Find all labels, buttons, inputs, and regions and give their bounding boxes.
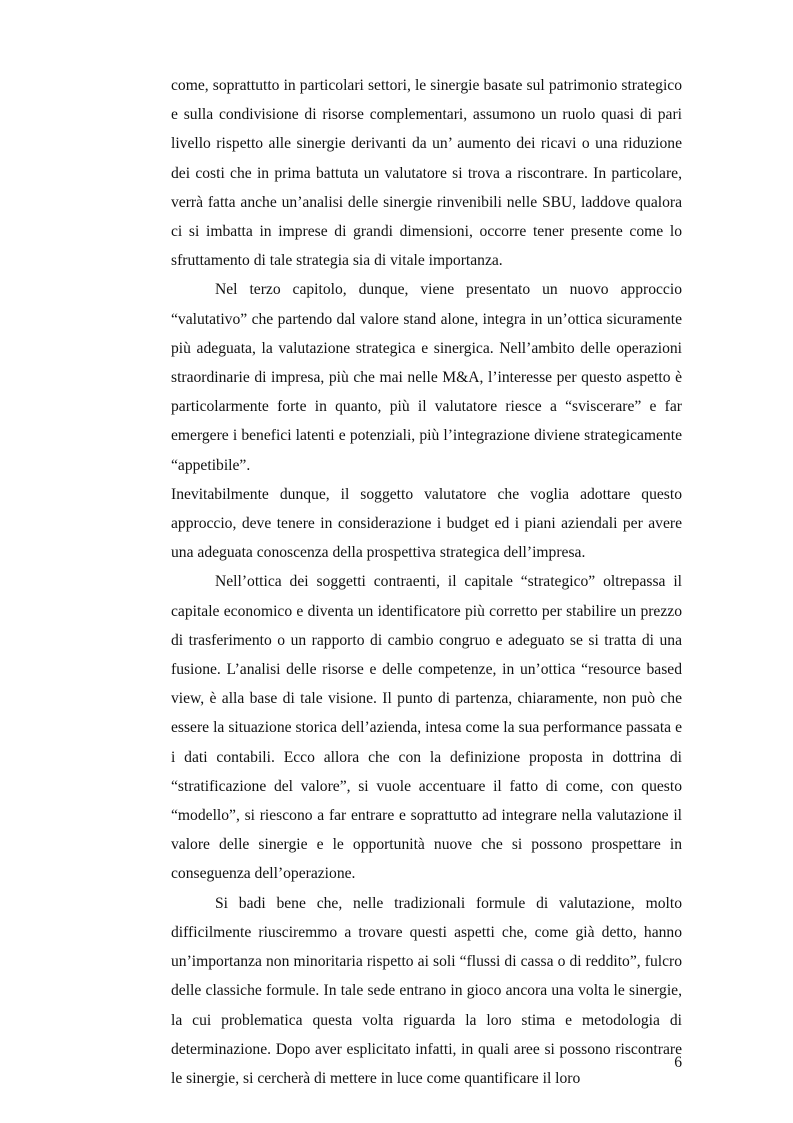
paragraph: Si badi bene che, nelle tradizionali formule di valutazione, molto difficilmente riusciremmo a trovare questi aspetti che, come già detto, hanno un’importanza non minoritaria rispetto ai soli “flussi di cassa o di reddito”, fulcro delle classiche formule. In tale sede entrano in gioco ancora una volta le sinergie, la cui problematica questa volta riguarda la loro stima e metodologia di determinazione. Dopo aver esplicitato infatti, in quali aree si possono riscontrare le sinergie, si cercherà di mettere in luce come quantificare il loro <box>171 894 682 1087</box>
page-number: 6 <box>674 1054 682 1071</box>
body-text <box>171 71 682 1093</box>
paragraph: Nel terzo capitolo, dunque, viene presentato un nuovo approccio “valutativo” che partendo dal valore stand alone, integra in un’ottica sicuramente più adeguata, la valutazione strategica e sinergica. Nell’ambito delle operazioni straordinarie di impresa, più che mai nelle M&A, l’interesse per questo aspetto è particolarmente forte in quanto, più il valutatore riesce a “sviscerare” e far emergere i benefici latenti e potenziali, più l’integrazione diviene strategicamente “appetibile”. <box>171 281 682 474</box>
paragraph: come, soprattutto in particolari settori, le sinergie basate sul patrimonio strategico e sulla condivisione di risorse complementari, assumono un ruolo quasi di pari livello rispetto alle sinergie derivanti da un’ aumento dei ricavi o una riduzione dei costi che in prima battuta un valutatore si trova a riscontrare. In particolare, verrà fatta anche un’analisi delle sinergie rinvenibili nelle SBU, laddove qualora ci si imbatta in imprese di grandi dimensioni, occorre tener presente come lo sfruttamento di tale strategia sia di vitale importanza. <box>171 77 682 270</box>
paragraph: Nell’ottica dei soggetti contraenti, il capitale “strategico” oltrepassa il capitale economico e diventa un identificatore più corretto per stabilire un prezzo di trasferimento o un rapporto di cambio congruo e adeguato se si tratta di una fusione. L’analisi delle risorse e delle competenze, in un’ottica “resource based view, è alla base di tale visione. Il punto di partenza, chiaramente, non può che essere la situazione storica dell’azienda, intesa come la sua performance passata e i dati contabili. Ecco allora che con la definizione proposta in dottrina di “stratificazione del valore”, si vuole accentuare il fatto di come, con questo “modello”, si riescono a far entrare e soprattutto ad integrare nella valutazione il valore delle sinergie e le opportunità nuove che si possono prospettare in conseguenza dell’operazione. <box>171 573 682 883</box>
paragraph: Inevitabilmente dunque, il soggetto valutatore che voglia adottare questo approccio, deve tenere in considerazione i budget ed i piani aziendali per avere una adeguata conoscenza della prospettiva strategica dell’impresa. <box>171 485 682 562</box>
